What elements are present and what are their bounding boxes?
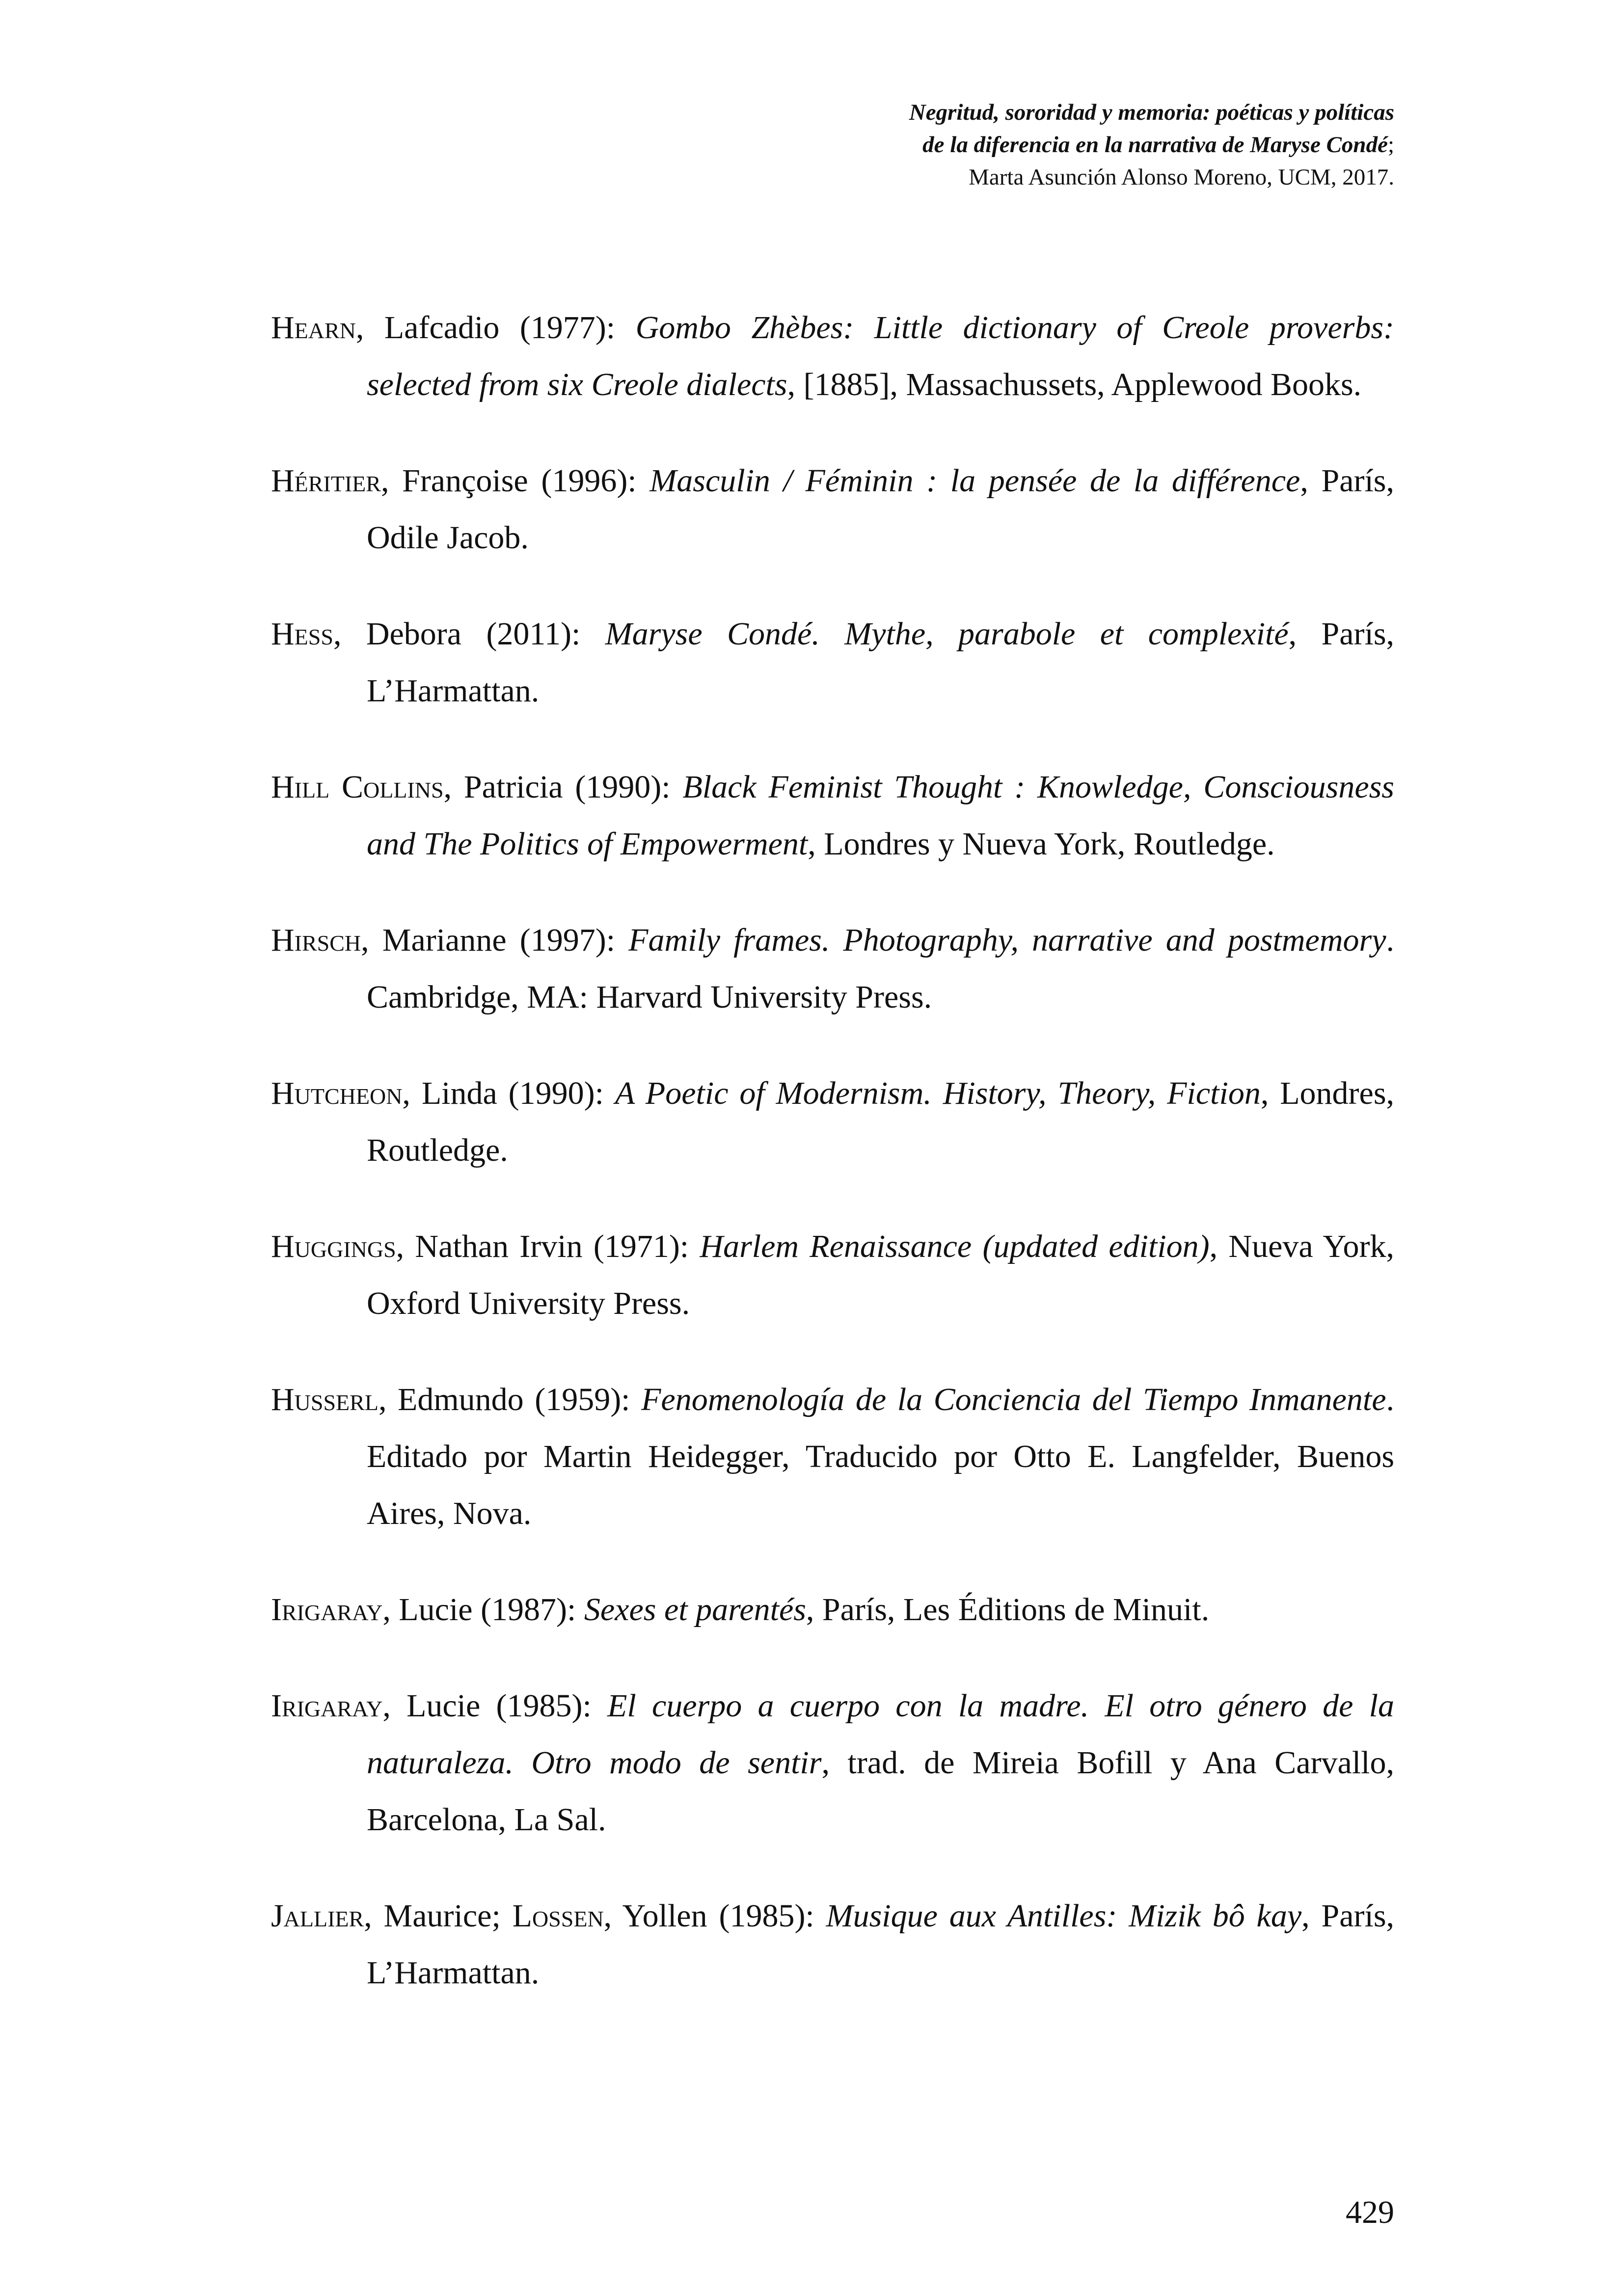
entry-title: Sexes et parentés — [584, 1592, 806, 1628]
entry-author: Hutcheon — [271, 1075, 403, 1111]
entry-author: Huggings — [271, 1228, 396, 1264]
bibliography-entry — [271, 759, 1394, 873]
entry-publication: , Londres y Nueva York, Routledge. — [808, 826, 1275, 862]
entry-publication: , París, Odile Jacob. — [367, 463, 1394, 556]
entry-title: A Poetic of Modernism. History, Theory, Fiction — [615, 1075, 1261, 1111]
entry-author: Hirsch — [271, 922, 361, 958]
entry-author: Jallier — [271, 1898, 364, 1934]
bibliography-list — [271, 299, 1394, 2002]
entry-title: Masculin / Féminin : la pensée de la différence — [649, 463, 1300, 499]
entry-publication: , París, Les Éditions de Minuit. — [806, 1592, 1210, 1628]
entry-author: Hearn — [271, 310, 356, 346]
entry-publication: , Nueva York, Oxford University Press. — [367, 1228, 1395, 1321]
entry-author-details: , Nathan Irvin (1971): — [396, 1228, 700, 1264]
page-number: 429 — [1346, 2194, 1394, 2230]
entry-title: Black Feminist Thought : Knowledge, Consciousness and The Politics of Empowerment — [367, 769, 1394, 862]
entry-author-details: , Marianne (1997): — [361, 922, 629, 958]
entry-title: Family frames. Photography, narrative and postmemory — [628, 922, 1386, 958]
entry-author-details: , Edmundo (1959): — [378, 1382, 642, 1417]
bibliography-entry — [271, 1888, 1394, 2002]
entry-title: El cuerpo a cuerpo con la madre. El otro género de la naturaleza. Otro modo de sentir — [367, 1688, 1394, 1781]
entry-publication: . Editado por Martin Heidegger, Traducido por Otto E. Langfelder, Buenos Aires, Nova. — [367, 1382, 1394, 1531]
bibliography-entry — [271, 1218, 1394, 1332]
entry-author-details: , Françoise (1996): — [380, 463, 650, 499]
entry-title: Maryse Condé. Mythe, parabole et complexité — [605, 616, 1289, 652]
entry-publication: , trad. de Mireia Bofill y Ana Carvallo, Barcelona, La Sal. — [367, 1745, 1394, 1838]
header-title-line-2 — [609, 129, 1394, 161]
entry-author-details: , Lafcadio (1977): — [355, 310, 636, 346]
bibliography-entry — [271, 1678, 1394, 1848]
running-header — [609, 96, 1394, 193]
bibliography-entry — [271, 299, 1394, 413]
entry-author: Husserl — [271, 1382, 379, 1417]
entry-publication: . Cambridge, MA: Harvard University Press. — [367, 922, 1394, 1015]
entry-author: Hess — [271, 616, 333, 652]
header-author-line: Marta Asunción Alonso Moreno, UCM, 2017. — [969, 164, 1394, 190]
entry-publication: , París, L’Harmattan. — [367, 616, 1395, 709]
entry-author-details: , Lucie (1985): — [382, 1688, 608, 1724]
entry-author: Irigaray — [271, 1592, 383, 1628]
header-title-italic: de la diferencia en la narrativa de Maryse Condé — [922, 132, 1388, 158]
entry-publication: , París, L’Harmattan. — [367, 1898, 1395, 1991]
entry-author-details: , Linda (1990): — [402, 1075, 615, 1111]
entry-title: Musique aux Antilles: Mizik bô kay — [826, 1898, 1302, 1934]
entry-publication: , [1885], Massachussets, Applewood Books. — [787, 367, 1362, 402]
bibliography-entry — [271, 1371, 1394, 1542]
entry-author-details: , Lucie (1987): — [382, 1592, 584, 1628]
header-title-punct: ; — [1387, 132, 1394, 158]
header-title-line-1: Negritud, sororidad y memoria: poéticas y políticas — [909, 100, 1394, 125]
entry-author: Héritier — [271, 463, 381, 499]
bibliography-entry — [271, 453, 1394, 566]
entry-second-author-details: , Yollen (1985): — [603, 1898, 826, 1934]
entry-second-author: Lossen — [512, 1898, 604, 1934]
entry-author-details: , Patricia (1990): — [443, 769, 683, 805]
entry-author-details: , Maurice; — [364, 1898, 513, 1934]
entry-title: Harlem Renaissance (updated edition) — [700, 1228, 1210, 1264]
entry-author: Irigaray — [271, 1688, 383, 1724]
bibliography-entry — [271, 1581, 1394, 1638]
entry-title: Gombo Zhèbes: Little dictionary of Creole proverbs: selected from six Creole dialects — [367, 310, 1394, 402]
entry-publication: , Londres, Routledge. — [367, 1075, 1395, 1168]
entry-title: Fenomenología de la Conciencia del Tiempo Inmanente — [641, 1382, 1386, 1417]
bibliography-entry — [271, 912, 1394, 1026]
bibliography-entry — [271, 1065, 1394, 1179]
bibliography-entry — [271, 606, 1394, 720]
entry-author: Hill Collins — [271, 769, 444, 805]
entry-author-details: , Debora (2011): — [333, 616, 605, 652]
